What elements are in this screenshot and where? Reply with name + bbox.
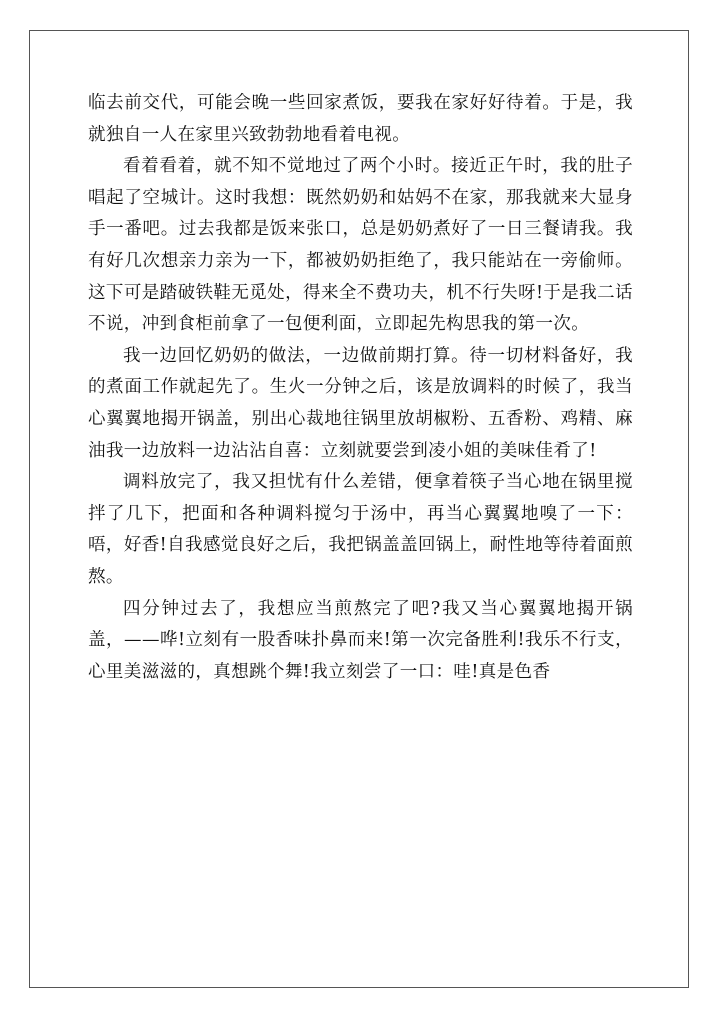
paragraph-2: 看着看着，就不知不觉地过了两个小时。接近正午时，我的肚子唱起了空城计。这时我想：既然奶奶和姑妈不在家，那我就来大显身手一番吧。过去我都是饭来张口，总是奶奶煮好了一日三餐请我。我有好几次想亲力亲为一下，都被奶奶拒绝了，我只能站在一旁偷师。这下可是踏破铁鞋无觅处，得来全不费功夫，机不行失呀!于是我二话不说，冲到食柜前拿了一包便利面，立即起先构思我的第一次。 <box>88 156 633 335</box>
paragraph-4: 调料放完了，我又担忧有什么差错，便拿着筷子当心地在锅里搅拌了几下，把面和各种调料搅匀于汤中，再当心翼翼地嗅了一下：唔，好香!自我感觉良好之后，我把锅盖盖回锅上，耐性地等待着面煎熬。 <box>88 472 633 587</box>
document-body <box>88 88 633 688</box>
paragraph-5: 四分钟过去了，我想应当煎熬完了吧?我又当心翼翼地揭开锅盖，——哗!立刻有一股香味扑鼻而来!第一次完备胜利!我乐不行支，心里美滋滋的，真想跳个舞!我立刻尝了一口：哇!真是色香 <box>88 598 633 682</box>
paragraph-1: 临去前交代，可能会晚一些回家煮饭，要我在家好好待着。于是，我就独自一人在家里兴致勃勃地看着电视。 <box>88 93 633 145</box>
paragraph-3: 我一边回忆奶奶的做法，一边做前期打算。待一切材料备好，我的煮面工作就起先了。生火一分钟之后，该是放调料的时候了，我当心翼翼地揭开锅盖，别出心裁地往锅里放胡椒粉、五香粉、鸡精、麻油我一边放料一边沾沾自喜：立刻就要尝到凌小姐的美味佳肴了! <box>88 345 633 461</box>
